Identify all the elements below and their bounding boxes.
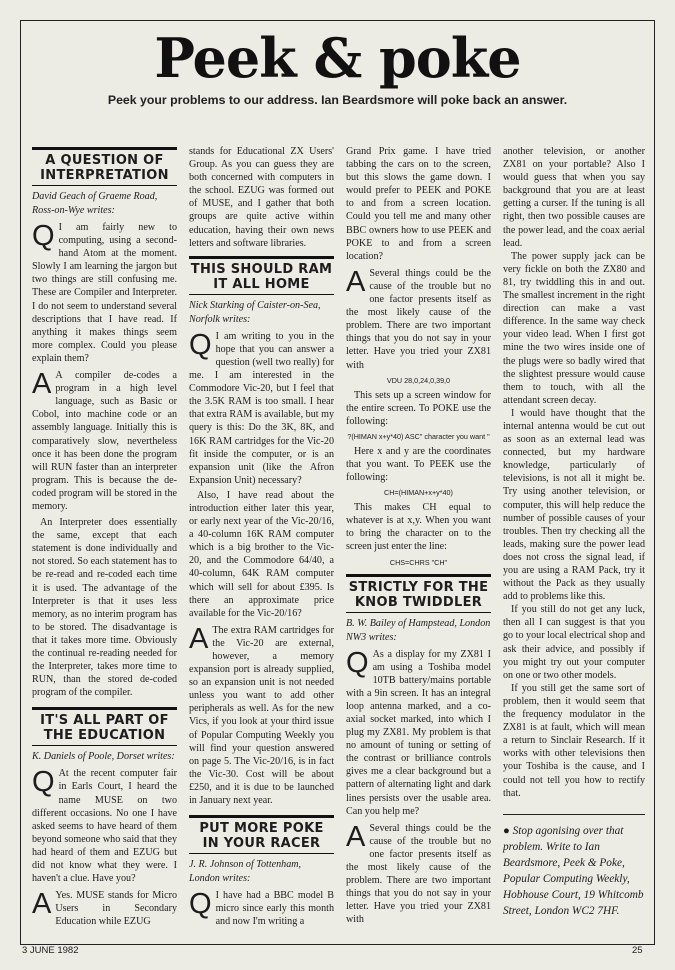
letter-byline: J. R. Johnson of Tottenham, London writes: <box>189 859 302 885</box>
body-paragraph: This sets up a screen window for the entire screen. To POKE use the following: <box>346 389 491 427</box>
column-3 <box>346 145 491 927</box>
a-drop-cap: A <box>32 368 52 401</box>
answer-paragraph: A Several things could be the cause of the trouble but no one factor presents itself as the most likely cause of the problem. There are two important things that you do not say in your letter. Have you tried your ZX81 with <box>346 265 491 371</box>
column-1 <box>32 145 177 929</box>
question-paragraph: Q As a display for my ZX81 I am using a Toshiba model 10TB battery/mains portable with a 9in screen. It has an integral loop antenna marked, and a co-axial socket marked, into which I plug my ZX81. My problem is that no amount of tuning or setting of the contrast or brilliance controls gives me a clear background but a pattern of alternating light and dark lines persists over the usable area. Can you help me? <box>346 646 491 817</box>
body-paragraph: If you still get the same sort of problem, then it would seem that the frequency modulator in the ZX81 is at fault, which will mean a return to Sinclair Research. If it works with other televisions then your Toshiba is the cause, and I could not tell you how to rectify that. <box>503 682 645 799</box>
q-drop-cap: Q <box>32 220 55 252</box>
body-paragraph: another television, or another ZX81 on your portable? Also I would guess that when you say background that you are at least getting a curser. If the tuning is all right, then two possible causes are the power lead, and the coax aerial lead. <box>503 146 645 249</box>
answer-paragraph: A A compiler de-codes a program in a high level language, such as Basic or Cobol, into machine code or an assembly language. Initially this is comparatively slow, nevertheless once it has been done the program will RUN faster than an interpreter program. This is because the de-coded program will be stored in the memory. <box>32 368 177 512</box>
question-paragraph: Q I am writing to you in the hope that you can answer a question (well two really) for me. I am interested in the Commodore Vic-20, but I feel that the 3.5K RAM is too small. I hear that extra RAM is available, but my query is this: Do the 3K, 8K, and 16K RAM cartridges for the Vic-20 fit inside the computer, or is an expansion unit (like the Afron Expansion Unit) necessary? <box>189 328 334 486</box>
section-heading: A QUESTION OF INTERPRETATION <box>32 147 177 186</box>
body-paragraph: Here x and y are the coordinates that you want. To PEEK use the following: <box>346 445 491 484</box>
code-line: CH=(HIMAN+x+y*40) <box>384 488 453 498</box>
page-number: 25 <box>632 945 643 956</box>
body-paragraph: I would have thought that the internal antenna would be cut out as soon as an external lead was connected, but my hardware knowledge, particularly of televisions, is not all it might be. Try using another television, or computer, this will help reduce the number of possible causes of your troubles. Then try checking all the leads, making sure the power lead does not cross the signal lead, if you are using a RAM Pack, try it without the Pack as they usually add to problems like this. <box>503 407 645 603</box>
answer-paragraph: A Yes. MUSE stands for Micro Users in Secondary Education while EZUG <box>32 888 177 928</box>
contact-box: ● Stop agonising over that problem. Write to Ian Beardsmore, Peek & Poke, Popular Computing Weekly, Hobhouse Court, 19 Whitcomb Street, London WC2 7HF. <box>503 814 645 919</box>
question-paragraph: Q I have had a BBC model B micro since early this month and now I'm writing a <box>189 888 334 928</box>
letter-byline: Nick Starking of Caister-on-Sea, Norfolk writes: <box>189 299 321 325</box>
section-heading: PUT MORE POKE IN YOUR RACER <box>189 815 334 854</box>
section-heading: STRICTLY FOR THE KNOB TWIDDLER <box>346 574 491 613</box>
column-4 <box>503 145 645 919</box>
body-paragraph: stands for Educational ZX Users' Group. As you can guess they are both concerned with computers in the school. EZUG was formed out of MUSE, and I gather that both groups are quite active within education, having their own news letters and software libraries. <box>189 146 334 249</box>
body-paragraph: The power supply jack can be very fickle on both the ZX80 and 81, try twiddling this in and out. The smallest increment in the right direction can make a vast difference. In the same way check your video lead. When I first got mine the two wires inside one of the plugs were so badly wired that the slightest pressure would cause them to touch, with all the attendant screen decay. <box>503 250 645 406</box>
code-line: VDU 28,0,24,0,39,0 <box>386 375 451 385</box>
column-2 <box>189 145 334 928</box>
body-paragraph: Grand Prix game. I have tried tabbing the cars on to the screen, but this slows the game down. I would prefer to PEEK and POKE to and from a screen location. Could you tell me and many other BBC owners how to use PEEK and POKE to and from a screen location? <box>346 146 491 262</box>
question-paragraph: Q At the recent computer fair in Earls Court, I heard the name MUSE on two different occasions. No one I have asked seems to have heard of them beyond someone who said that they had heard of them and EZUG but did not know what they were. I haven't a clue. Have you? <box>32 766 177 885</box>
code-line: CHS=CHRS "CH" <box>389 557 448 567</box>
body-paragraph: If you still do not get any luck, then all I can suggest is that you go to your local electrical shop and ask their advice, and possibly if you might try out your computer on one or two other models. <box>503 604 645 681</box>
letter-byline: David Geach of Graeme Road, Ross-on-Wye writes: <box>32 191 158 216</box>
question-paragraph: Q I am fairly new to computing, using a second-hand Atom at the moment. Slowly I am learning the jargon but two things are still confusing me. These are Compiler and Interpreter. I do not seem to understand several descriptions that I have read. If anything it makes things seem more complex. Could you please explain them? <box>32 220 177 364</box>
letter-byline: B. W. Bailey of Hampstead, London NW3 writes: <box>346 617 491 643</box>
answer-paragraph: A The extra RAM cartridges for the Vic-20 are external, however, a memory expansion port is already supplied, so an expansion unit is not needed unless you want to add other peripherals as well. As for the new Vics, if you look at your third issue of Popular Computing Weekly you will find your question answered on page 5. The Vic-20/16, is in fact the Vic-30. Cost will be about £250, and it is due to be launched in January next year. <box>189 622 334 807</box>
answer-paragraph: A Several things could be the cause of the trouble but no one factor presents itself as the most likely cause of the problem. There are two important things that you do not say in your letter. Have you tried your ZX81 with <box>346 820 491 926</box>
section-heading: THIS SHOULD RAM IT ALL HOME <box>189 256 334 295</box>
section-heading: IT'S ALL PART OF THE EDUCATION <box>32 707 177 746</box>
body-paragraph: Also, I have read about the introduction either later this year, or early next year of the Vic-20/16, a 40-column 16K RAM computer which is a big brother to the Vic-20, and the Commodore 64/40, a 40-column, 64K RAM computer which will sell for about £395. Is there an approximate price available for the Vic-20/16? <box>189 489 334 619</box>
letter-byline: K. Daniels of Poole, Dorset writes: <box>32 751 175 763</box>
body-paragraph: An Interpreter does essentially the same, except that each statement is done individually and not stored. So each statement has to be re-read and re-coded each time it is used. The advantage of the Interpreter is that it uses less memory, as no interim program has to be stored. The disadvantage is that it takes more time. Obviously the continual re-reading needed for the Interpreter, takes more time to RUN, than the stored de-coded program of the compiler. <box>32 517 177 699</box>
footer-date: 3 JUNE 1982 <box>22 945 79 956</box>
code-line: ?(HIMAN x+y*40) ASC" character you want " <box>347 431 490 441</box>
body-paragraph: This makes CH equal to whatever is at x,y. When you want to bring the character on to the screen just enter the line: <box>346 502 491 553</box>
page-subtitle: Peek your problems to our address. Ian Beardsmore will poke back an answer. <box>107 93 568 107</box>
page-title: Peek & poke <box>154 26 521 90</box>
